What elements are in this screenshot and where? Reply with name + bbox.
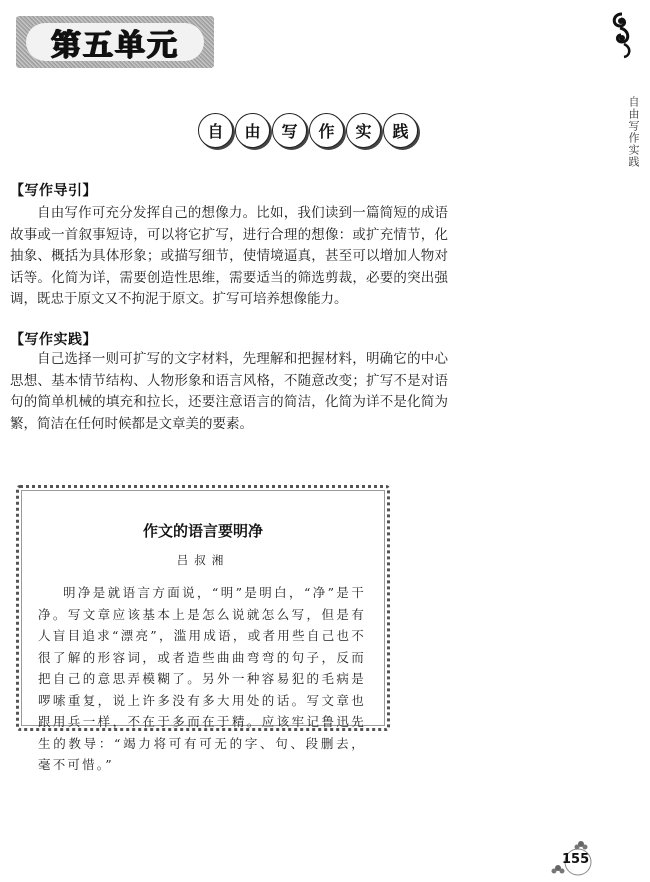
- lesson-title: [198, 113, 418, 148]
- article-author: 吕叔湘: [176, 553, 230, 567]
- unit-banner-pill: [26, 23, 204, 61]
- unit-title: 第五单元: [51, 28, 179, 63]
- lesson-title-char: 由: [235, 113, 270, 148]
- writing-practice-paragraph: 自己选择一则可扩写的文字材料，先理解和把握材料，明确它的中心思想、基本情节结构、人物形象和语言风格，不随意改变；扩写不是对语句的简单机械的填充和拉长，还要注意语言的简洁，化简为详不是化简为繁，简洁在任何时候都是文章美的要素。: [10, 351, 448, 432]
- writing-guide-paragraph: 自由写作可充分发挥自己的想像力。比如，我们读到一篇简短的成语故事或一首叙事短诗，可以将它扩写，进行合理的想像：或扩充情节，化抽象、概括为具体形象；或描写细节，使情境逼真，甚至可以增加人物对话等。化简为详，需要创造性思维，需要适当的筛选剪裁，必要的突出强调，既忠于原文又不拘泥于原文。扩写可培养想像能力。: [10, 205, 448, 307]
- unit-banner: [16, 16, 214, 68]
- article-body: 明净是就语言方面说，“明”是明白，“净”是干净。写文章应该基本上是怎么说就怎么写，但是有人盲目追求“漂亮”，滥用成语，或者用些自己也不很了解的形容词，或者造些曲曲弯弯的句子，反而把自己的意思弄模糊了。另外一种容易犯的毛病是啰嗦重复，说上许多没有多大用处的话。写文章也跟用兵一样，不在于多而在于精。应该牢记鲁迅先生的教导：“竭力将可有可无的字、句、段删去，毫不可惜。”: [38, 585, 366, 772]
- section-heading-writing-guide: 【写作导引】: [10, 183, 97, 199]
- lesson-title-char: 写: [272, 113, 307, 148]
- section-heading-writing-practice: 【写作实践】: [10, 332, 97, 348]
- lesson-title-char: 作: [309, 113, 344, 148]
- lesson-title-char: 践: [383, 113, 418, 148]
- page-number: 155: [562, 852, 590, 867]
- article-title: 作文的语言要明净: [142, 522, 263, 540]
- scroll-ornament-icon: [608, 10, 636, 60]
- side-chapter-label: 自由写作实践: [627, 96, 640, 168]
- lesson-title-char: 实: [346, 113, 381, 148]
- lesson-title-char: 自: [198, 113, 233, 148]
- article-box: [16, 485, 390, 772]
